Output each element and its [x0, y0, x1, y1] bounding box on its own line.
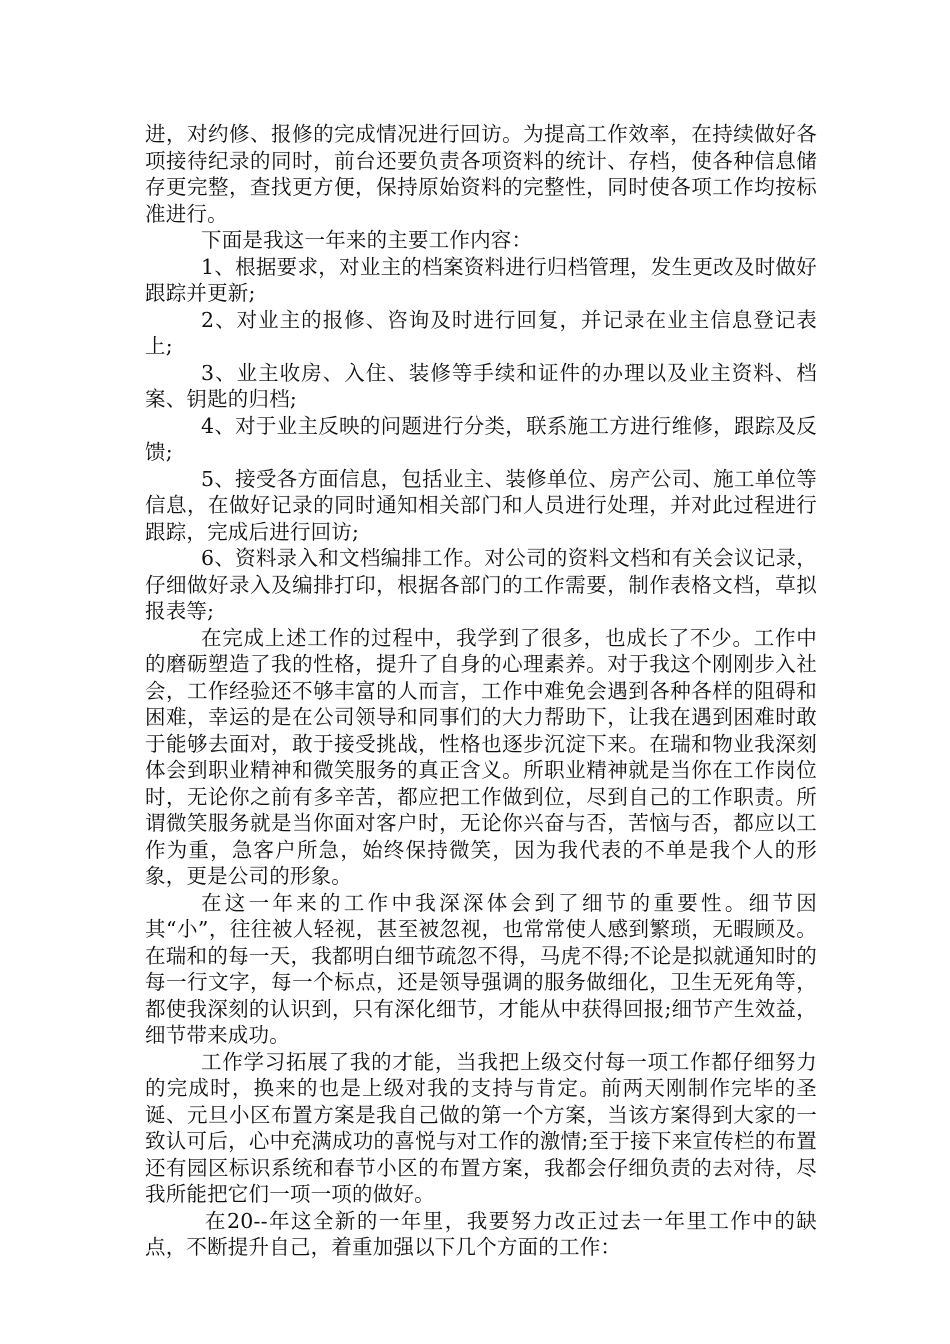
paragraph-details: 在这一年来的工作中我深深体会到了细节的重要性。细节因其“小”，往往被人轻视，甚至被忽视，也常常使人感到繁琐，无暇顾及。在瑞和的每一天，我都明白细节疏忽不得，马虎不得;不论是拟就通知时的每一行文字，每一个标点，还是领导强调的服务做细化，卫生无死角等，都使我深刻的认识到，只有深化细节，才能从中获得回报;细节产生效益，细节带来成功。 — [145, 890, 817, 1047]
paragraph-growth: 在完成上述工作的过程中，我学到了很多，也成长了不少。工作中的磨砺塑造了我的性格，提升了自身的心理素养。对于我这个刚刚步入社会，工作经验还不够丰富的人而言，工作中难免会遇到各种各样的阻碍和困难，幸运的是在公司领导和同事们的大力帮助下，让我在遇到困难时敢于能够去面对，敢于接受挑战，性格也逐步沉淀下来。在瑞和物业我深刻体会到职业精神和微笑服务的真正含义。所职业精神就是当你在工作岗位时，无论你之前有多辛苦，都应把工作做到位，尽到自己的工作职责。所谓微笑服务就是当你面对客户时，无论你兴奋与否，苦恼与否，都应以工作为重，急客户所急，始终保持微笑，因为我代表的不单是我个人的形象，更是公司的形象。 — [145, 625, 817, 888]
list-item-5: 5、接受各方面信息，包括业主、装修单位、房产公司、施工单位等信息，在做好记录的同时通知相关部门和人员进行处理，并对此过程进行跟踪，完成后进行回访; — [145, 466, 817, 544]
list-item-6: 6、资料录入和文档编排工作。对公司的资料文档和有关会议记录，仔细做好录入及编排打印，根据各部门的工作需要，制作表格文档，草拟报表等; — [145, 546, 817, 623]
paragraph-continuation: 进，对约修、报修的完成情况进行回访。为提高工作效率，在持续做好各项接待纪录的同时，前台还要负责各项资料的统计、存档，使各种信息储存更完整，查找更方便，保持原始资料的完整性，同时使各项工作均按标准进行。 — [145, 122, 817, 226]
list-item-3: 3、业主收房、入住、装修等手续和证件的办理以及业主资料、档案、钥匙的归档; — [145, 360, 817, 411]
paragraph-intro: 下面是我这一年来的主要工作内容： — [201, 228, 533, 252]
paragraph-new-year: 在20--年这全新的一年里，我要努力改正过去一年里工作中的缺点，不断提升自己，着重加强以下几个方面的工作： — [145, 1208, 817, 1259]
document-body — [145, 121, 817, 1261]
list-item-2: 2、对业主的报修、咨询及时进行回复，并记录在业主信息登记表上; — [145, 307, 817, 358]
list-item-1: 1、根据要求，对业主的档案资料进行归档管理，发生更改及时做好跟踪并更新; — [145, 254, 817, 305]
list-item-4: 4、对于业主反映的问题进行分类，联系施工方进行维修，跟踪及反馈; — [145, 413, 817, 464]
paragraph-learning: 工作学习拓展了我的才能，当我把上级交付每一项工作都仔细努力的完成时，换来的也是上级对我的支持与肯定。前两天刚制作完毕的圣诞、元旦小区布置方案是我自己做的第一个方案，当该方案得到大家的一致认可后，心中充满成功的喜悦与对工作的激情;至于接下来宣传栏的布置还有园区标识系统和春节小区的布置方案，我都会仔细负责的去对待，尽我所能把它们一项一项的做好。 — [145, 1049, 817, 1206]
